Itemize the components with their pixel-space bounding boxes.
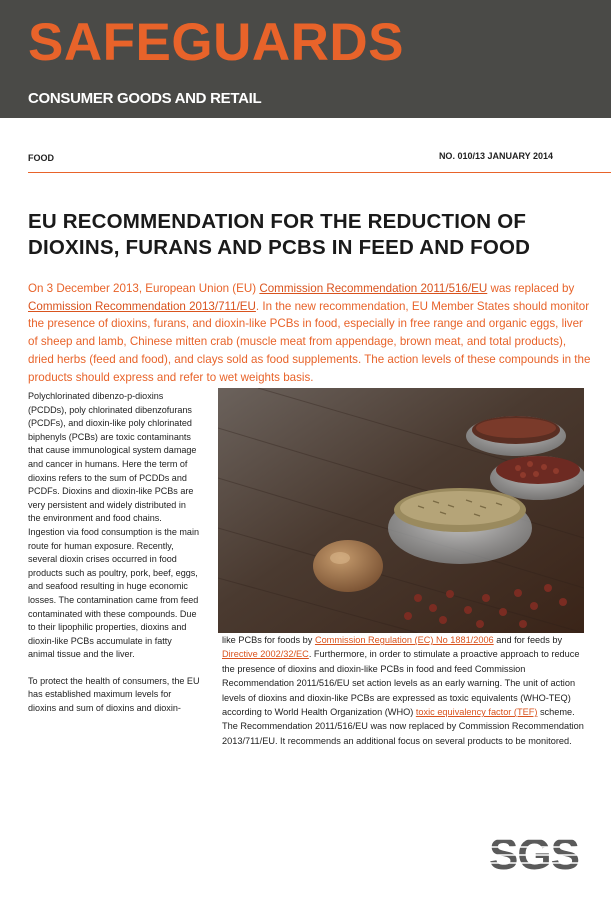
lead-text-2: was replaced by — [487, 282, 575, 295]
right-text-3: . Furthermore, in order to stimulate a proactive approach to reduce the presence of dioxins and dioxin-like PCBs in food and feed Commission Recommendation 2011/516/EU set action levels as an early warning. The unit of action levels of dioxins and dioxin-like PCBs are expressed as toxic equivalents (WHO-TEQ) according to World Health Organization (WHO) — [222, 649, 580, 718]
bowl-cumin — [388, 488, 532, 564]
sgs-logo-text: SGS — [489, 830, 579, 879]
section-label: FOOD — [28, 153, 54, 163]
divider — [28, 172, 611, 173]
lead-text-1: On 3 December 2013, European Union (EU) — [28, 282, 260, 295]
left-column — [28, 390, 200, 729]
lead-text-3: . In the new recommendation, EU Member States should monitor the presence of dioxins, furans, and dioxin-like PCBs in food, especially in free range and organic eggs, liver of sheep and lamb, Chinese mitten crab (muscle meat from appendage, brown meat, and total products), dried herbs (feed and food), and clays sold as food supplements. The action levels of these compounds in the products should express and refer to wet weights basis. — [28, 299, 591, 384]
bowl-back — [466, 416, 566, 456]
sgs-logo-mark — [487, 825, 587, 881]
title-line-2: DIOXINS, FURANS AND PCBS IN FEED AND FOOD — [28, 236, 531, 259]
title-line-1: EU RECOMMENDATION FOR THE REDUCTION OF — [28, 210, 527, 233]
right-text-1: like PCBs for foods by — [222, 635, 315, 645]
safeguards-title: SAFEGUARDS — [28, 13, 405, 72]
link-recommendation-2013[interactable]: Commission Recommendation 2013/711/EU — [28, 299, 256, 313]
nutmeg — [313, 540, 383, 592]
left-paragraph-1: Polychlorinated dibenzo-p-dioxins (PCDDs), poly chlorinated dibenzofurans (PCDFs), and dioxin-like poly chlorinated biphenyls (PCBs) are toxic contaminants that cause immunological system damage and cancer in humans. Here the term of dioxins refers to the sum of PCDDs and PCDFs. Dioxins and dioxin-like PCBs are very persistent and widely distributed in the environment and food chains. Ingestion via food consumption is the main route for human exposure. Recently, several dioxin crises occurred in food products such as poultry, pork, beef, eggs, and seafood resulting in huge economic losses. The contamination came from feed contaminated with these compounds. Due to their lipophilic properties, dioxins and dioxin-like PCBs accumulate in fatty animal tissue and the liver. — [28, 391, 199, 660]
right-paragraph — [222, 633, 584, 748]
link-tef[interactable]: toxic equivalency factor (TEF) — [415, 707, 538, 718]
spices-photo — [218, 388, 584, 633]
right-column — [222, 633, 584, 748]
lead-paragraph — [28, 280, 593, 386]
article-title — [28, 209, 588, 261]
link-directive-2002-32[interactable]: Directive 2002/32/EC — [222, 649, 309, 660]
bowl-pepper — [490, 456, 584, 500]
left-paragraph-2: To protect the health of consumers, the EU has established maximum levels for dioxins and sum of dioxins and dioxin- — [28, 675, 200, 714]
right-text-4: scheme. The Recommendation 2011/516/EU was now replaced by Commission Recommendation 2013/711/EU. It recommends an additional focus on several products to be monitored. — [222, 707, 584, 746]
masthead — [0, 0, 611, 118]
issue-number: NO. 010/13 JANUARY 2014 — [438, 151, 553, 161]
link-regulation-1881-2006[interactable]: Commission Regulation (EC) No 1881/2006 — [314, 635, 494, 645]
right-text-2: and for feeds by — [493, 635, 563, 645]
link-recommendation-2011[interactable]: Commission Recommendation 2011/516/EU — [259, 282, 488, 295]
spices-photo-illustration — [218, 388, 584, 633]
sgs-logo — [487, 825, 587, 886]
publication-subtitle: CONSUMER GOODS AND RETAIL — [28, 90, 262, 107]
